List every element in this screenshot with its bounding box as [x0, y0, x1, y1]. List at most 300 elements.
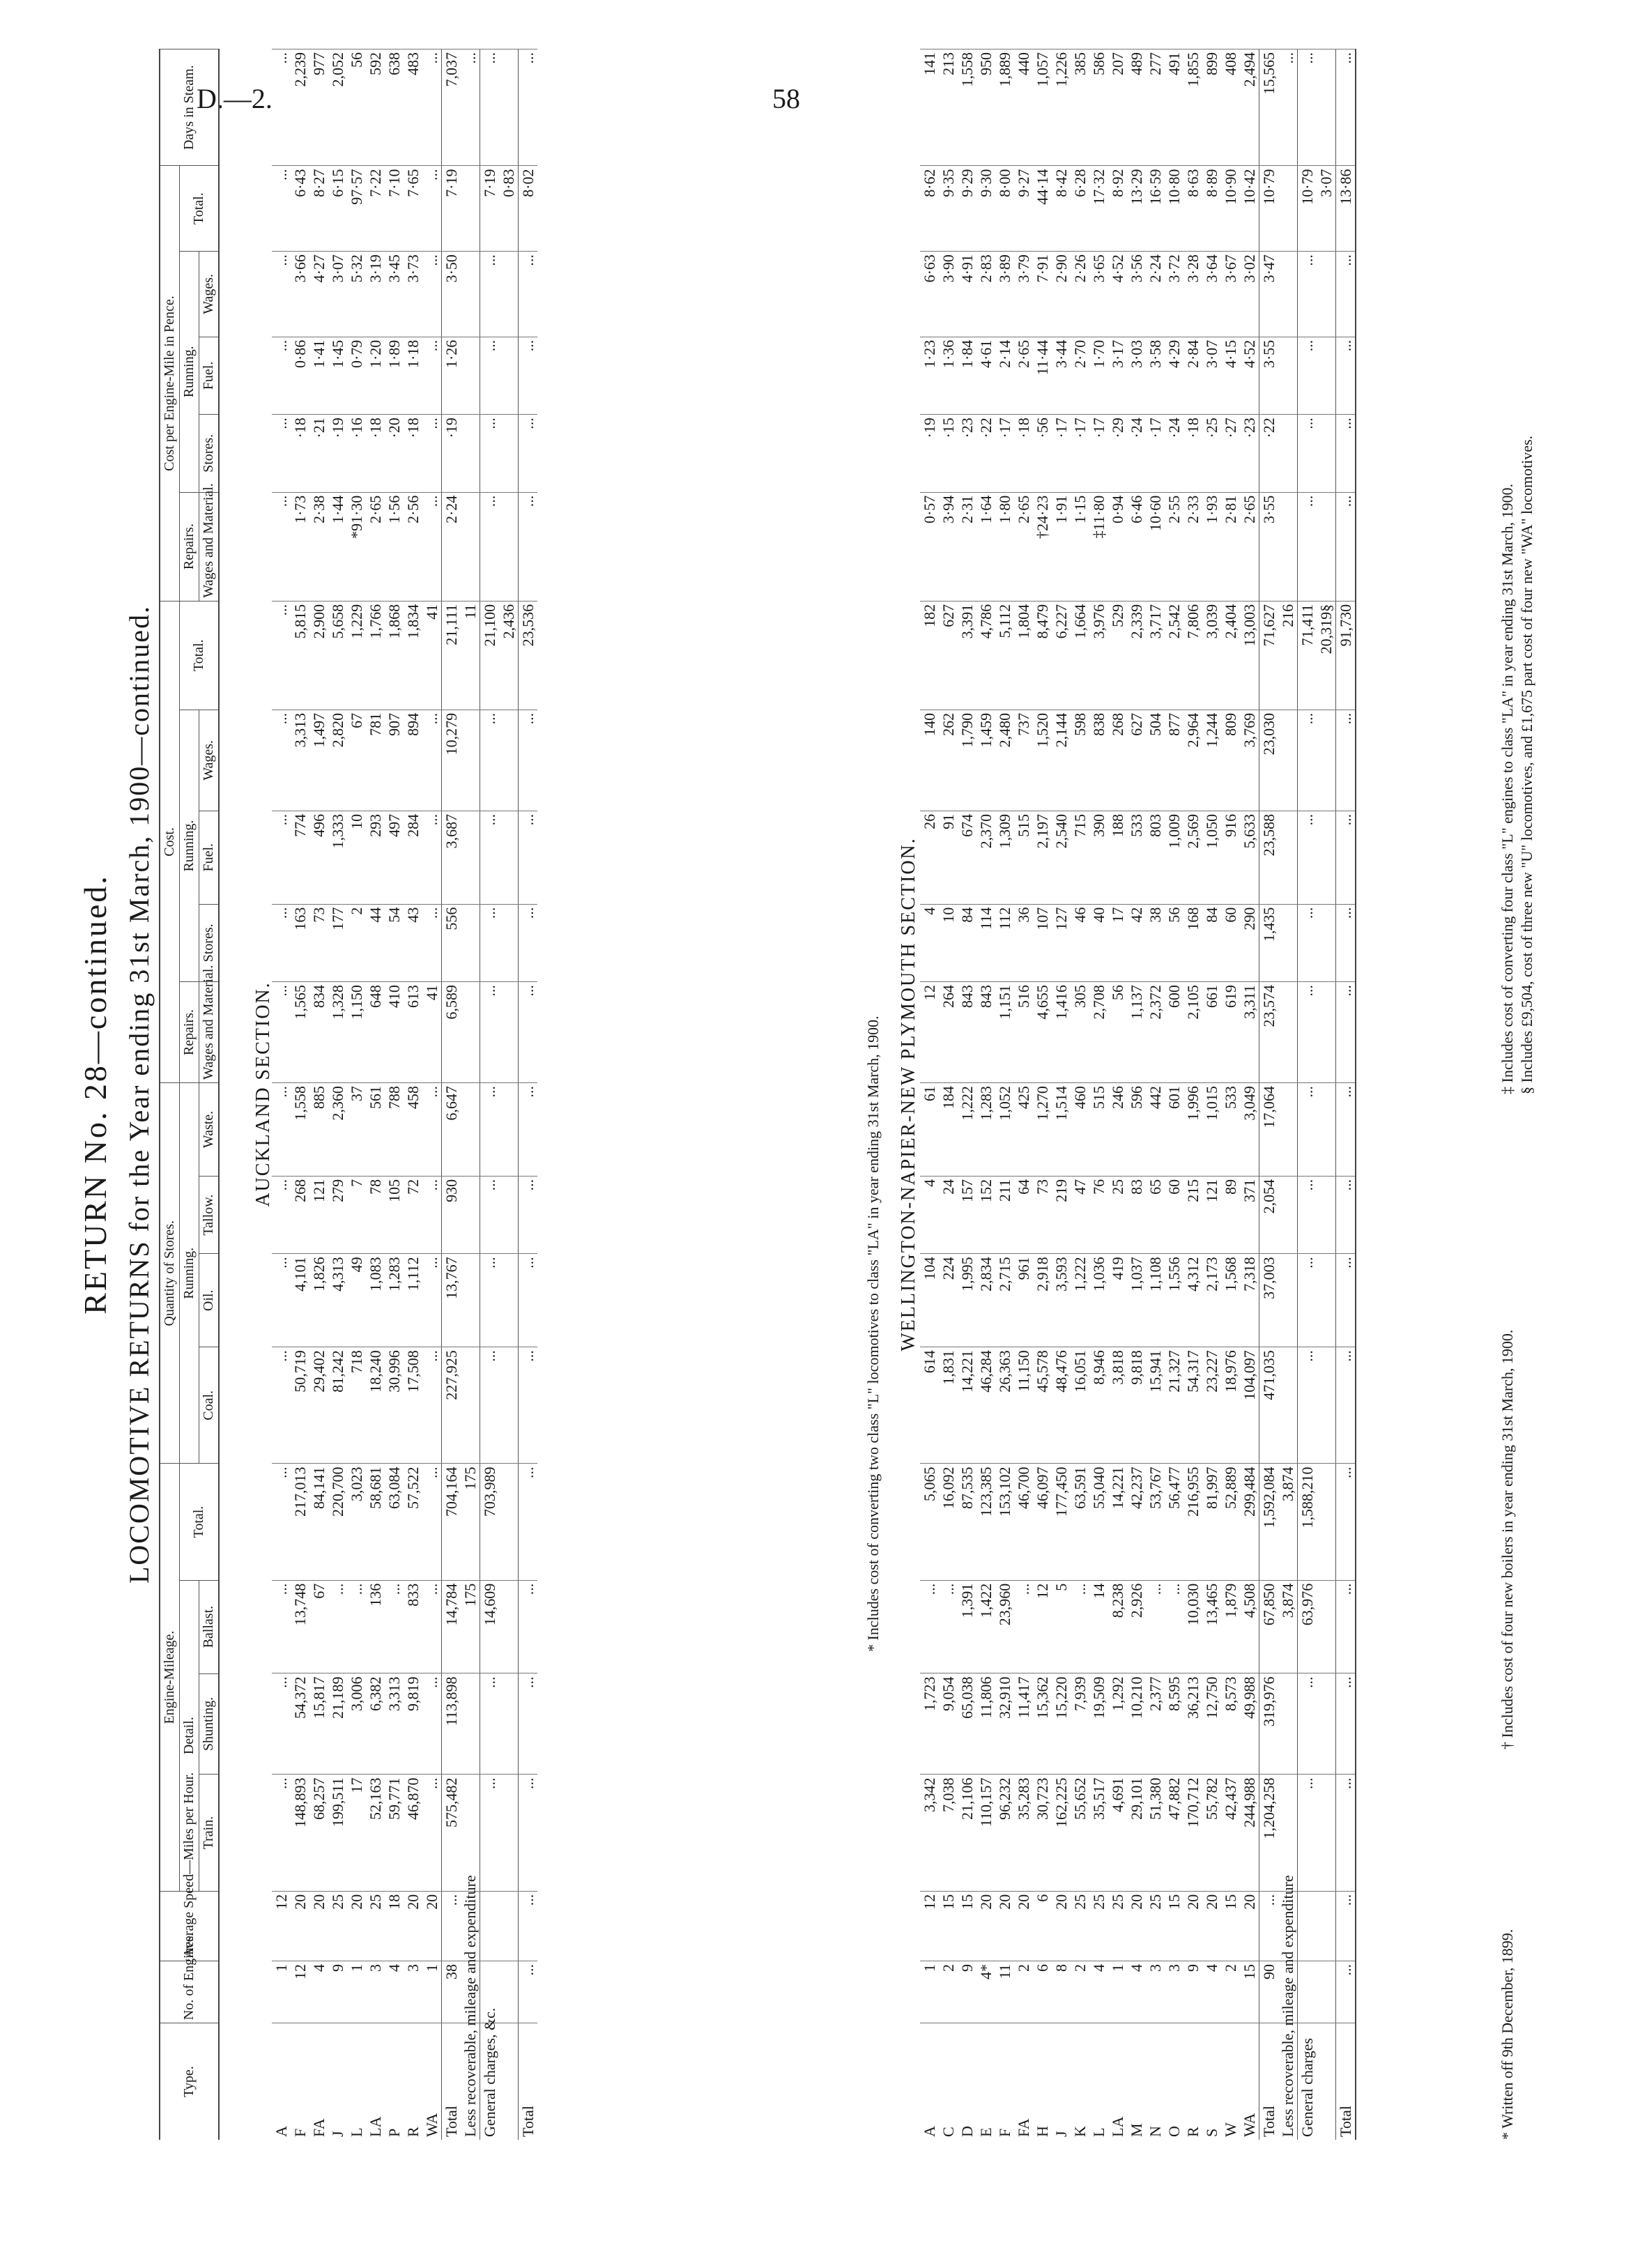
- table-cell: 3,311: [1240, 982, 1259, 1083]
- table-cell: 8·63: [1183, 166, 1202, 252]
- table-cell: 1,558: [958, 49, 976, 166]
- table-cell: 20: [1202, 1891, 1221, 1961]
- table-cell: 41: [422, 601, 442, 710]
- table-cell: 25: [1108, 1891, 1127, 1961]
- table-cell: 268: [1108, 710, 1127, 811]
- table-cell: 834: [309, 982, 328, 1083]
- table-cell: 25: [1108, 1176, 1127, 1254]
- table-cell: 16,092: [939, 1464, 958, 1580]
- table-cell: 2·70: [1071, 337, 1089, 415]
- table-cell: ...: [347, 1580, 366, 1673]
- wellington-section-title: WELLINGTON-NAPIER-NEW PLYMOUTH SECTION.: [898, 837, 919, 1351]
- header-cost-stores: Stores.: [199, 904, 220, 982]
- table-cell: 704,164: [442, 1464, 461, 1580]
- table-cell: 1,283: [976, 1083, 995, 1177]
- table-cell: 9,818: [1127, 1347, 1146, 1464]
- table-cell: 1,855: [1183, 49, 1202, 166]
- table-cell: [1278, 1176, 1298, 1254]
- table-cell: 177,450: [1052, 1464, 1071, 1580]
- table-cell: 7,038: [939, 1775, 958, 1891]
- table-cell: ...: [272, 492, 291, 601]
- table-cell: 483: [404, 49, 422, 166]
- table-row: [920, 49, 939, 2140]
- table-cell: 4,655: [1033, 982, 1052, 1083]
- table-cell: 1,229: [347, 601, 366, 710]
- table-cell: 1,565: [291, 982, 309, 1083]
- table-cell: 718: [347, 1347, 366, 1464]
- table-cell: 3·65: [1089, 252, 1108, 337]
- table-cell: ...: [519, 904, 538, 982]
- table-cell: 6·46: [1127, 492, 1146, 601]
- table-cell: ...: [1298, 1673, 1317, 1775]
- table-cell: 121: [309, 1176, 328, 1254]
- table-cell: 1,996: [1183, 1083, 1202, 1177]
- table-cell: 29,101: [1127, 1775, 1146, 1891]
- table-cell: [1278, 337, 1298, 415]
- table-cell: 715: [1071, 811, 1089, 904]
- table-cell: 46,870: [404, 1775, 422, 1891]
- header-coal: Coal.: [199, 1347, 220, 1464]
- table-cell: ...: [272, 166, 291, 252]
- table-cell: 788: [385, 1083, 404, 1177]
- table-cell: 2,900: [309, 601, 328, 710]
- table-cell: 11: [461, 601, 480, 710]
- table-cell: ...: [442, 1891, 461, 1961]
- table-cell: 4,691: [1108, 1775, 1127, 1891]
- table-cell: 71,411: [1298, 601, 1317, 710]
- header-train: Train.: [199, 1775, 220, 1891]
- table-cell: 1: [272, 1961, 291, 2023]
- table-cell: 1,050: [1202, 811, 1221, 904]
- table-cell: ...: [422, 710, 442, 811]
- table-cell: 907: [385, 710, 404, 811]
- table-cell: 885: [309, 1083, 328, 1177]
- table-cell: [1278, 415, 1298, 493]
- table-cell: 25: [1089, 1891, 1108, 1961]
- table-cell: 961: [1014, 1254, 1033, 1347]
- table-cell: 1,150: [347, 982, 366, 1083]
- table-cell: 1,037: [1127, 1254, 1146, 1347]
- table-cell: 55,040: [1089, 1464, 1108, 1580]
- table-cell: 2,926: [1127, 1580, 1146, 1673]
- table-cell: 3·44: [1052, 337, 1071, 415]
- table-cell: 2·65: [1014, 492, 1033, 601]
- table-cell: ·29: [1108, 415, 1127, 493]
- table-cell: ...: [1336, 1961, 1356, 2023]
- table-cell: ·20: [385, 415, 404, 493]
- table-cell: 5,633: [1240, 811, 1259, 904]
- table-cell: ...: [272, 982, 291, 1083]
- table-row: [1202, 49, 1221, 2140]
- table-cell: 14,221: [958, 1347, 976, 1464]
- table-cell: [499, 492, 519, 601]
- table-cell: 2,404: [1221, 601, 1240, 710]
- table-cell: ...: [1336, 811, 1356, 904]
- table-cell: 65: [1146, 1176, 1165, 1254]
- table-cell: ·18: [291, 415, 309, 493]
- table-cell: ·24: [1127, 415, 1146, 493]
- table-cell: 460: [1071, 1083, 1089, 1177]
- table-cell: 121: [1202, 1176, 1221, 1254]
- table-cell: 54,317: [1183, 1347, 1202, 1464]
- table-cell: ...: [1298, 252, 1317, 337]
- table-cell: [461, 166, 480, 252]
- table-cell: 1,422: [976, 1580, 995, 1673]
- header-days-in-steam: Days in Steam.: [160, 49, 219, 166]
- table-cell: [1317, 1464, 1336, 1580]
- table-row: [1240, 49, 1259, 2140]
- table-cell: ...: [1298, 811, 1317, 904]
- table-cell: 63,976: [1298, 1580, 1317, 1673]
- table-cell: ...: [272, 1580, 291, 1673]
- table-cell: [1317, 49, 1336, 166]
- table-cell: 4·91: [958, 252, 976, 337]
- table-cell: 2·65: [1014, 337, 1033, 415]
- table-cell: 2·14: [995, 337, 1014, 415]
- table-cell: [1278, 1775, 1298, 1891]
- table-cell: ...: [272, 811, 291, 904]
- table-cell: ...: [480, 49, 500, 166]
- table-cell: 1,804: [1014, 601, 1033, 710]
- table-cell: ...: [272, 1464, 291, 1580]
- header-engine-mileage: Engine-Mileage.: [160, 1464, 180, 1891]
- table-cell: 1,568: [1221, 1254, 1240, 1347]
- table-cell: 0·83: [499, 166, 519, 252]
- table-cell: ...: [1298, 337, 1317, 415]
- table-cell: 950: [976, 49, 995, 166]
- table-row: [1298, 49, 1317, 2140]
- table-cell: ...: [272, 49, 291, 166]
- table-cell: 4,786: [976, 601, 995, 710]
- table-cell: 20: [976, 1891, 995, 1961]
- table-cell: 47: [1071, 1176, 1089, 1254]
- table-cell: ·23: [1240, 415, 1259, 493]
- table-cell: 3·56: [1127, 252, 1146, 337]
- table-cell: 586: [1089, 49, 1108, 166]
- table-cell: ...: [1336, 1176, 1356, 1254]
- table-cell: [499, 710, 519, 811]
- table-cell: 4,312: [1183, 1254, 1202, 1347]
- table-cell: 6·43: [291, 166, 309, 252]
- table-cell: 3,391: [958, 601, 976, 710]
- table-cell: 72: [404, 1176, 422, 1254]
- table-cell: 1·15: [1071, 492, 1089, 601]
- table-cell: 5,658: [328, 601, 347, 710]
- table-cell: 279: [328, 1176, 347, 1254]
- table-cell: [1298, 1961, 1317, 2023]
- table-cell: 21,189: [328, 1673, 347, 1775]
- table-cell: 25: [328, 1891, 347, 1961]
- table-cell: 809: [1221, 710, 1240, 811]
- table-cell: [1317, 1891, 1336, 1961]
- table-cell: ·24: [1165, 415, 1183, 493]
- row-label: R: [1183, 2023, 1202, 2140]
- table-cell: 1,520: [1033, 710, 1052, 811]
- table-cell: ...: [422, 1464, 442, 1580]
- table-cell: 2·56: [404, 492, 422, 601]
- table-cell: 1,309: [995, 811, 1014, 904]
- table-cell: 843: [958, 982, 976, 1083]
- table-cell: 26: [920, 811, 939, 904]
- table-cell: 157: [958, 1176, 976, 1254]
- table-cell: 1,558: [291, 1083, 309, 1177]
- table-cell: 1,222: [958, 1083, 976, 1177]
- table-cell: [461, 492, 480, 601]
- table-cell: 2,052: [328, 49, 347, 166]
- table-cell: ...: [1165, 1580, 1183, 1673]
- footnote-section: § Includes £9,504, cost of three new "U" locomotives, and £1,675 part cost of four new "WA" locomotives.: [1518, 435, 1535, 1094]
- table-cell: 13,003: [1240, 601, 1259, 710]
- table-cell: 1·56: [385, 492, 404, 601]
- table-cell: 49: [347, 1254, 366, 1347]
- table-cell: ...: [422, 1347, 442, 1464]
- table-cell: ...: [519, 337, 538, 415]
- table-cell: ...: [480, 982, 500, 1083]
- row-label: P: [385, 2023, 404, 2140]
- table-cell: 0·57: [920, 492, 939, 601]
- table-cell: 6·28: [1071, 166, 1089, 252]
- table-cell: ...: [422, 166, 442, 252]
- row-label: E: [976, 2023, 995, 2140]
- table-cell: ...: [480, 1775, 500, 1891]
- row-label: J: [1052, 2023, 1071, 2140]
- table-cell: [1317, 1083, 1336, 1177]
- table-cell: 8,595: [1165, 1673, 1183, 1775]
- document-reference: D.—2.: [197, 83, 273, 114]
- table-cell: ...: [519, 982, 538, 1083]
- table-cell: 175: [461, 1580, 480, 1673]
- table-cell: 9,819: [404, 1673, 422, 1775]
- table-cell: 81,242: [328, 1347, 347, 1464]
- table-cell: 8,238: [1108, 1580, 1127, 1673]
- table-cell: [1317, 1961, 1336, 2023]
- header-waste: Waste.: [199, 1083, 220, 1177]
- table-cell: 14,221: [1108, 1464, 1127, 1580]
- table-cell: 977: [309, 49, 328, 166]
- table-cell: 1,556: [1165, 1254, 1183, 1347]
- table-cell: 833: [404, 1580, 422, 1673]
- table-cell: ...: [1336, 1464, 1356, 1580]
- table-cell: 2·81: [1221, 492, 1240, 601]
- table-cell: 20: [1052, 1891, 1071, 1961]
- table-cell: ...: [519, 1891, 538, 1961]
- table-cell: 3,687: [442, 811, 461, 904]
- table-cell: 13,465: [1202, 1580, 1221, 1673]
- header-pence-running: Running.: [180, 252, 199, 493]
- table-cell: ...: [422, 252, 442, 337]
- table-cell: 1,244: [1202, 710, 1221, 811]
- row-label: K: [1071, 2023, 1089, 2140]
- table-cell: 1,831: [939, 1347, 958, 1464]
- table-row: [976, 49, 995, 2140]
- table-cell: 6·63: [920, 252, 939, 337]
- table-cell: ...: [480, 904, 500, 982]
- table-cell: 7·22: [366, 166, 385, 252]
- table-cell: ·56: [1033, 415, 1052, 493]
- table-cell: 59,771: [385, 1775, 404, 1891]
- table-cell: 10·90: [1221, 166, 1240, 252]
- table-cell: 264: [939, 982, 958, 1083]
- table-row: [404, 49, 422, 2140]
- table-cell: 3: [1165, 1961, 1183, 2023]
- table-cell: [461, 904, 480, 982]
- table-cell: 207: [1108, 49, 1127, 166]
- table-cell: 18,240: [366, 1347, 385, 1464]
- table-cell: 1,723: [920, 1673, 939, 1775]
- table-cell: 56,477: [1165, 1464, 1183, 1580]
- table-cell: 81,997: [1202, 1464, 1221, 1580]
- table-cell: ...: [1336, 1891, 1356, 1961]
- table-cell: †24·23: [1033, 492, 1052, 601]
- table-cell: 23,030: [1259, 710, 1279, 811]
- table-cell: 56: [1165, 904, 1183, 982]
- table-cell: 1·64: [976, 492, 995, 601]
- table-cell: 2,239: [291, 49, 309, 166]
- row-label: D: [958, 2023, 976, 2140]
- table-cell: [461, 1673, 480, 1775]
- table-cell: 177: [328, 904, 347, 982]
- table-cell: ...: [1336, 904, 1356, 982]
- table-cell: 168: [1183, 904, 1202, 982]
- table-cell: 64: [1014, 1176, 1033, 1254]
- table-cell: 1·18: [404, 337, 422, 415]
- table-cell: 2,964: [1183, 710, 1202, 811]
- row-label: LA: [1108, 2023, 1127, 2140]
- header-stores-running: Running.: [180, 1083, 199, 1464]
- table-cell: 12: [272, 1891, 291, 1961]
- table-cell: 3,818: [1108, 1347, 1127, 1464]
- table-cell: 87,535: [958, 1464, 976, 1580]
- table-cell: 18,976: [1221, 1347, 1240, 1464]
- table-cell: 3,006: [347, 1673, 366, 1775]
- table-cell: 2: [1014, 1961, 1033, 2023]
- table-cell: 35,517: [1089, 1775, 1108, 1891]
- table-cell: 638: [385, 49, 404, 166]
- table-cell: 54,372: [291, 1673, 309, 1775]
- table-cell: ...: [1298, 1176, 1317, 1254]
- header-cost-total: Total.: [180, 601, 220, 710]
- table-cell: ·23: [958, 415, 976, 493]
- header-engines: No. of Engines.: [160, 1961, 219, 2023]
- table-cell: 458: [404, 1083, 422, 1177]
- table-cell: 2: [1221, 1961, 1240, 2023]
- row-label: WA: [1240, 2023, 1259, 2140]
- table-cell: 529: [1108, 601, 1127, 710]
- table-cell: 2·24: [1146, 252, 1165, 337]
- table-cell: ...: [1336, 1775, 1356, 1891]
- table-cell: 4·29: [1165, 337, 1183, 415]
- table-cell: 4: [1202, 1961, 1221, 2023]
- table-row: [499, 49, 519, 2140]
- table-cell: [1278, 904, 1298, 982]
- table-cell: 613: [404, 982, 422, 1083]
- table-cell: ...: [1298, 1254, 1317, 1347]
- table-cell: ...: [480, 337, 500, 415]
- row-label: J: [328, 2023, 347, 2140]
- table-cell: ...: [480, 1176, 500, 1254]
- row-label: General charges, &c.: [480, 2023, 500, 2140]
- table-cell: 50,719: [291, 1347, 309, 1464]
- table-cell: 3·07: [1317, 166, 1336, 252]
- table-cell: 25: [1146, 1891, 1165, 1961]
- footnote-double-dagger: ‡ Includes cost of converting four class "L" engines to class "LA" in year ending 31st March, 1900.: [1499, 484, 1516, 1094]
- table-cell: ·18: [1014, 415, 1033, 493]
- table-cell: 3,769: [1240, 710, 1259, 811]
- table-cell: 1·70: [1089, 337, 1108, 415]
- table-cell: 21,100: [480, 601, 500, 710]
- table-cell: 32,910: [995, 1673, 1014, 1775]
- table-cell: 220,700: [328, 1464, 347, 1580]
- table-row: [328, 49, 347, 2140]
- table-row: [1108, 49, 1127, 2140]
- table-cell: 1,391: [958, 1580, 976, 1673]
- table-cell: 1: [422, 1961, 442, 2023]
- table-cell: ...: [519, 415, 538, 493]
- table-cell: 3·55: [1259, 337, 1279, 415]
- table-cell: 11,417: [1014, 1673, 1033, 1775]
- table-cell: ...: [519, 252, 538, 337]
- table-cell: 3,313: [291, 710, 309, 811]
- table-cell: 2,918: [1033, 1254, 1052, 1347]
- table-cell: 916: [1221, 811, 1240, 904]
- row-label: WA: [422, 2023, 442, 2140]
- table-cell: 20: [291, 1891, 309, 1961]
- table-cell: 110,157: [976, 1775, 995, 1891]
- table-cell: 2,542: [1165, 601, 1183, 710]
- table-cell: 703,989: [480, 1464, 500, 1580]
- table-cell: ...: [519, 811, 538, 904]
- table-cell: ...: [519, 1176, 538, 1254]
- table-cell: 838: [1089, 710, 1108, 811]
- auckland-section-title: AUCKLAND SECTION.: [252, 981, 274, 1207]
- table-cell: ·17: [1071, 415, 1089, 493]
- table-cell: 3·07: [328, 252, 347, 337]
- table-cell: [1278, 710, 1298, 811]
- row-label: W: [1221, 2023, 1240, 2140]
- table-cell: [461, 1254, 480, 1347]
- table-cell: 46,097: [1033, 1464, 1052, 1580]
- table-cell: [499, 904, 519, 982]
- table-cell: 1·73: [291, 492, 309, 601]
- table-cell: 4: [385, 1961, 404, 2023]
- table-cell: 41: [422, 982, 442, 1083]
- table-cell: 6·15: [328, 166, 347, 252]
- table-cell: 104: [920, 1254, 939, 1347]
- table-cell: 8·92: [1108, 166, 1127, 252]
- table-cell: ...: [422, 1176, 442, 1254]
- table-cell: [499, 252, 519, 337]
- table-cell: 877: [1165, 710, 1183, 811]
- table-cell: 25: [366, 1891, 385, 1961]
- header-cost-running: Running.: [180, 710, 199, 981]
- table-cell: ...: [480, 1347, 500, 1464]
- table-cell: 4,313: [328, 1254, 347, 1347]
- table-cell: [499, 1775, 519, 1891]
- table-cell: 12: [920, 1891, 939, 1961]
- row-label: C: [939, 2023, 958, 2140]
- table-cell: 163: [291, 904, 309, 982]
- table-cell: 268: [291, 1176, 309, 1254]
- table-cell: ...: [519, 1347, 538, 1464]
- table-cell: ...: [422, 1580, 442, 1673]
- table-cell: 3,717: [1146, 601, 1165, 710]
- table-cell: 661: [1202, 982, 1221, 1083]
- table-cell: 4: [1127, 1961, 1146, 2023]
- table-cell: 38: [442, 1961, 461, 2023]
- table-cell: 1,459: [976, 710, 995, 811]
- table-cell: 11,150: [1014, 1347, 1033, 1464]
- table-cell: [461, 1775, 480, 1891]
